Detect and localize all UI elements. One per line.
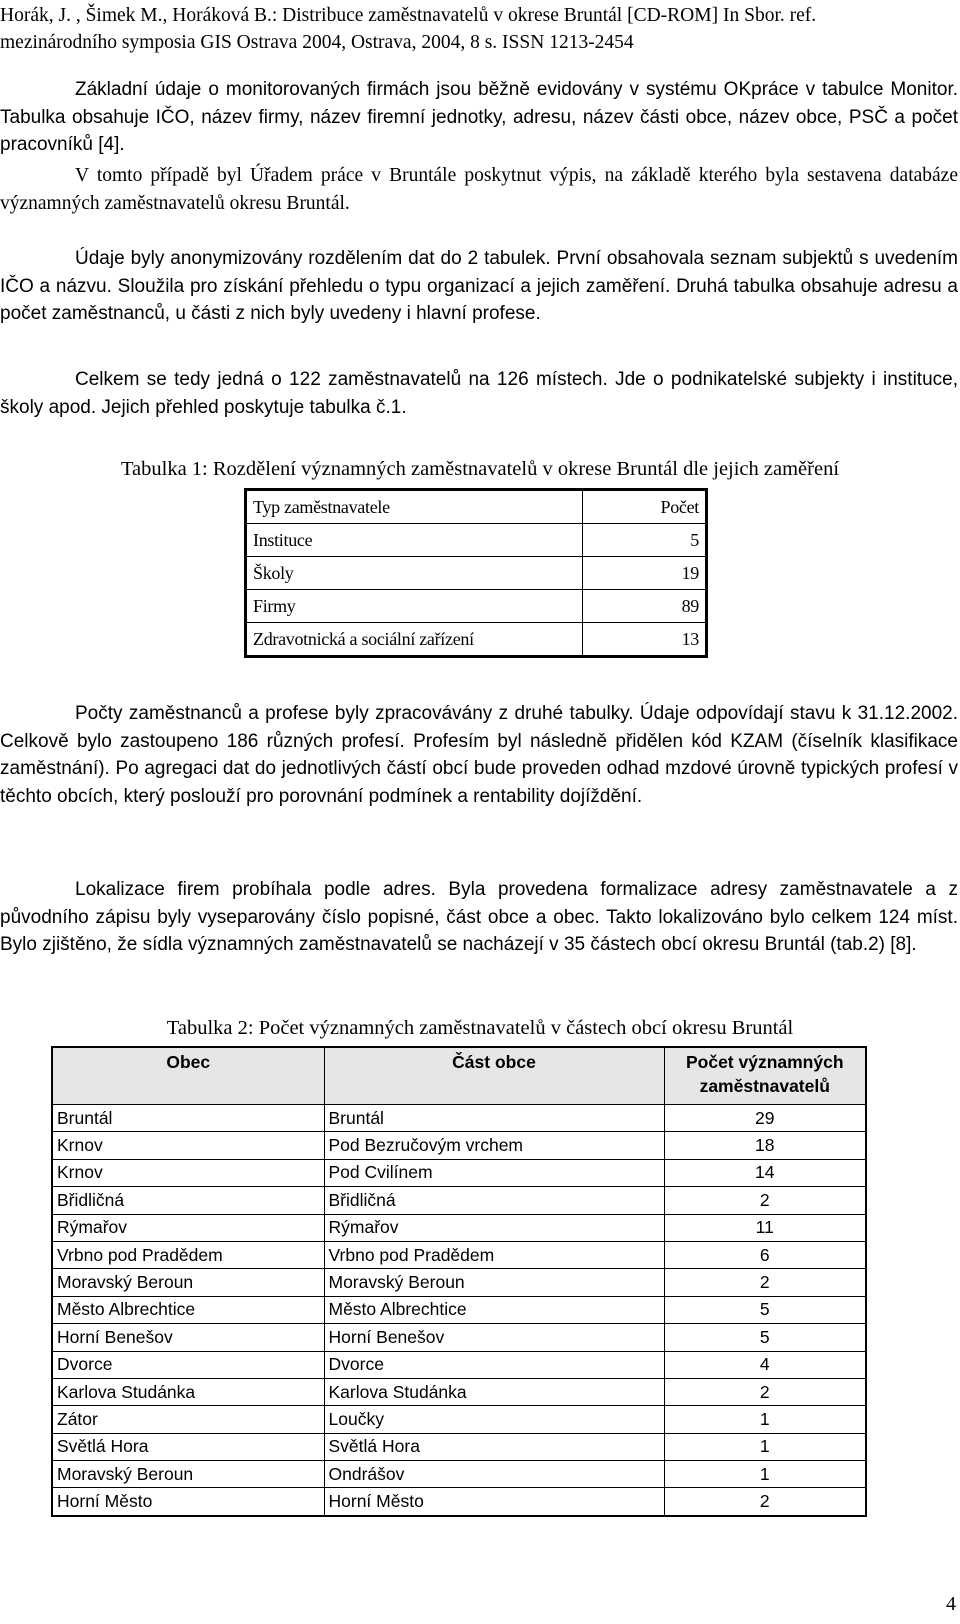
table-row: [52, 1378, 866, 1405]
paragraph-total-employers: [0, 366, 958, 421]
table-row: [52, 1241, 866, 1268]
header-citation-line-2: mezinárodního symposia GIS Ostrava 2004, Ostrava, 2004, 8 s. ISSN 1213-2454: [0, 32, 634, 53]
municipality-cell: Karlova Studánka: [52, 1378, 324, 1405]
employer-count-cell: 11: [664, 1214, 866, 1241]
column-header-pocet: Počet významných zaměstnavatelů: [664, 1047, 866, 1105]
employer-count-cell: 2: [664, 1378, 866, 1405]
municipality-cell: Rýmařov: [52, 1214, 324, 1241]
employer-count-cell: 29: [664, 1105, 866, 1132]
employer-count-cell: 1: [664, 1433, 866, 1460]
municipality-cell: Zátor: [52, 1406, 324, 1433]
table-row: [52, 1214, 866, 1241]
paragraph-labour-office: [0, 162, 958, 217]
table-employer-types: [244, 488, 708, 658]
employer-type-cell: Zdravotnická a sociální zařízení: [246, 623, 583, 657]
column-header-obec: Obec: [52, 1047, 324, 1105]
table-1-caption: Tabulka 1: Rozdělení významných zaměstnavatelů v okrese Bruntál dle jejich zaměření: [120, 458, 840, 480]
municipality-cell: Horní Město: [52, 1488, 324, 1516]
count-cell: Počet: [583, 490, 707, 524]
page-header: [0, 2, 960, 56]
page-number: 4: [946, 1593, 956, 1615]
table-row: [52, 1159, 866, 1186]
paragraph-text: Celkem se tedy jedná o 122 zaměstnavatelů na 126 místech. Jde o podnikatelské subjekty i instituce, školy apod. Jejich přehled poskytuje tabulka č.1.: [0, 369, 958, 418]
paragraph-text: Lokalizace firem probíhala podle adres. Byla provedena formalizace adresy zaměstnavatele a z původního zápisu byly vyseparovány číslo popisné, část obce a obec. Takto lokalizováno bylo celkem 124 míst. Bylo zjištěno, že sídla významných zaměstnavatelů se nacházejí v 35 částech obcí okresu Bruntál (tab.2) [8].: [0, 879, 958, 955]
municipality-part-cell: Břidličná: [324, 1187, 664, 1214]
municipality-cell: Horní Benešov: [52, 1324, 324, 1351]
table-row: [52, 1324, 866, 1351]
paragraph-text: Počty zaměstnanců a profese byly zpracovávány z druhé tabulky. Údaje odpovídají stavu k 31.12.2002. Celkově bylo zastoupeno 186 různých profesí. Profesím byl následně přidělen kód KZAM (číselník klasifikace zaměstnání). Po agregaci dat do jednotlivých částí obcí bude proveden odhad mzdové úrovně typických profesí v těchto obcích, který poslouží pro porovnání podmínek a rentability dojíždění.: [0, 703, 958, 807]
municipality-cell: Dvorce: [52, 1351, 324, 1378]
municipality-part-cell: Loučky: [324, 1406, 664, 1433]
municipality-part-cell: Karlova Studánka: [324, 1378, 664, 1405]
table-row: [52, 1269, 866, 1296]
table-row: [52, 1132, 866, 1159]
municipality-part-cell: Bruntál: [324, 1105, 664, 1132]
employer-count-cell: 2: [664, 1488, 866, 1516]
table-employers-by-locality: [51, 1046, 867, 1517]
paragraph-anonymization: [0, 245, 958, 328]
municipality-cell: Světlá Hora: [52, 1433, 324, 1460]
municipality-cell: Vrbno pod Pradědem: [52, 1241, 324, 1268]
header-citation-line-1: Horák, J. , Šimek M., Horáková B.: Distribuce zaměstnavatelů v okrese Bruntál [CD-ROM] In Sbor. ref.: [0, 5, 817, 26]
table-header-row: [246, 490, 707, 524]
employer-count-cell: 2: [664, 1269, 866, 1296]
paragraph-localization: [0, 876, 958, 959]
municipality-cell: Moravský Beroun: [52, 1269, 324, 1296]
employer-count-cell: 18: [664, 1132, 866, 1159]
table-row: [246, 557, 707, 590]
municipality-cell: Bruntál: [52, 1105, 324, 1132]
municipality-part-cell: Pod Cvilínem: [324, 1159, 664, 1186]
municipality-part-cell: Ondrášov: [324, 1461, 664, 1488]
table-header-row: [52, 1047, 866, 1105]
table-row: [246, 590, 707, 623]
employer-count-cell: 5: [664, 1324, 866, 1351]
municipality-part-cell: Město Albrechtice: [324, 1296, 664, 1323]
paragraph-text: Základní údaje o monitorovaných firmách jsou běžně evidovány v systému OKpráce v tabulce Monitor. Tabulka obsahuje IČO, název firmy, název firemní jednotky, adresu, název části obce, název obce, PSČ a počet pracovníků [4].: [0, 79, 958, 155]
employer-type-cell: Typ zaměstnavatele: [246, 490, 583, 524]
paragraph-text: V tomto případě byl Úřadem práce v Bruntále poskytnut výpis, na základě kterého byla sestavena databáze významných zaměstnavatelů okresu Bruntál.: [0, 165, 958, 214]
table-row: [52, 1461, 866, 1488]
municipality-cell: Krnov: [52, 1159, 324, 1186]
municipality-part-cell: Rýmařov: [324, 1214, 664, 1241]
employer-count-cell: 5: [664, 1296, 866, 1323]
employer-type-cell: Firmy: [246, 590, 583, 623]
municipality-part-cell: Dvorce: [324, 1351, 664, 1378]
employer-count-cell: 1: [664, 1406, 866, 1433]
column-header-cast-obce: Část obce: [324, 1047, 664, 1105]
count-cell: 89: [583, 590, 707, 623]
employer-type-cell: Školy: [246, 557, 583, 590]
municipality-part-cell: Horní Benešov: [324, 1324, 664, 1351]
table-row: [52, 1433, 866, 1460]
employer-count-cell: 4: [664, 1351, 866, 1378]
municipality-part-cell: Moravský Beroun: [324, 1269, 664, 1296]
count-cell: 19: [583, 557, 707, 590]
table-row: [246, 623, 707, 657]
table-2-caption: Tabulka 2: Počet významných zaměstnavatelů v částech obcí okresu Bruntál: [166, 1017, 794, 1039]
table-row: [52, 1105, 866, 1132]
municipality-cell: Město Albrechtice: [52, 1296, 324, 1323]
table-row: [52, 1296, 866, 1323]
table-row: [52, 1406, 866, 1433]
paragraph-text: Údaje byly anonymizovány rozdělením dat do 2 tabulek. První obsahovala seznam subjektů s uvedením IČO a názvu. Sloužila pro získání přehledu o typu organizací a jejich zaměření. Druhá tabulka obsahuje adresu a počet zaměstnanců, u části z nich byly uvedeny i hlavní profese.: [0, 248, 958, 324]
employer-count-cell: 14: [664, 1159, 866, 1186]
employer-count-cell: 2: [664, 1187, 866, 1214]
count-cell: 13: [583, 623, 707, 657]
municipality-cell: Břidličná: [52, 1187, 324, 1214]
table-row: [52, 1351, 866, 1378]
employer-count-cell: 1: [664, 1461, 866, 1488]
table-row: [246, 524, 707, 557]
paragraph-employee-counts: [0, 700, 958, 810]
paragraph-monitor-intro: [0, 76, 958, 159]
municipality-part-cell: Horní Město: [324, 1488, 664, 1516]
municipality-part-cell: Světlá Hora: [324, 1433, 664, 1460]
municipality-cell: Krnov: [52, 1132, 324, 1159]
table-row: [52, 1488, 866, 1516]
municipality-cell: Moravský Beroun: [52, 1461, 324, 1488]
count-cell: 5: [583, 524, 707, 557]
municipality-part-cell: Vrbno pod Pradědem: [324, 1241, 664, 1268]
table-row: [52, 1187, 866, 1214]
municipality-part-cell: Pod Bezručovým vrchem: [324, 1132, 664, 1159]
employer-count-cell: 6: [664, 1241, 866, 1268]
employer-type-cell: Instituce: [246, 524, 583, 557]
